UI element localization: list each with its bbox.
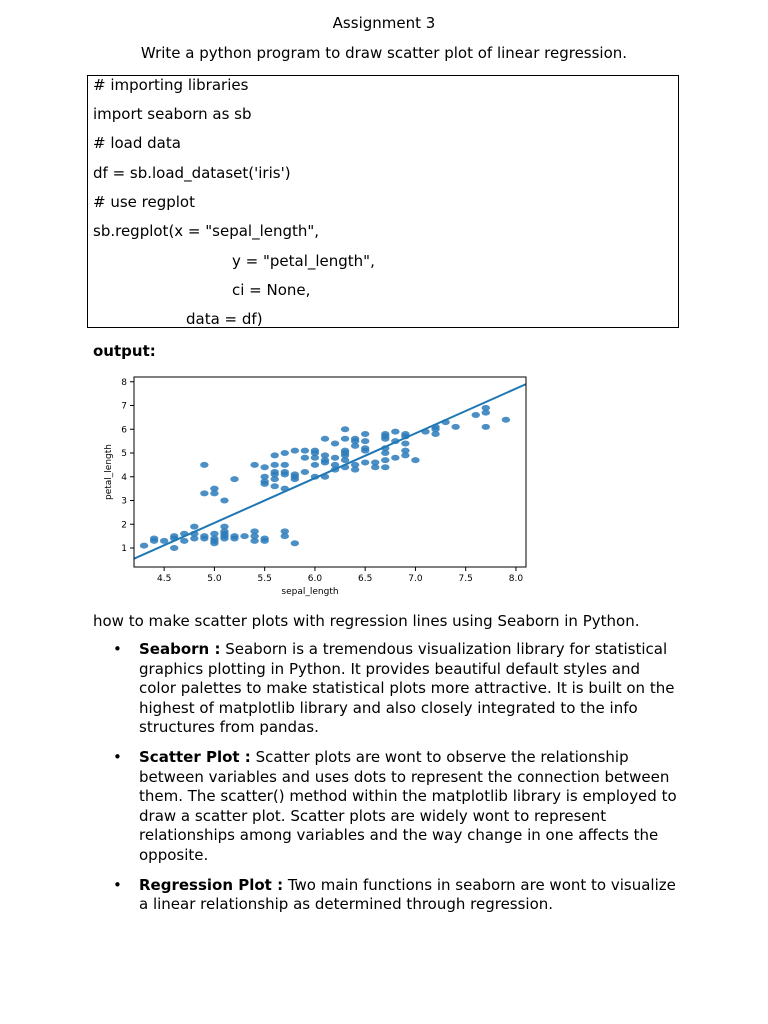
- code-line: # use regplot: [93, 193, 195, 211]
- scatter-point: [331, 455, 339, 461]
- code-line: import seaborn as sb: [93, 105, 252, 123]
- x-tick-label: 4.5: [156, 574, 172, 584]
- scatter-point: [341, 426, 349, 432]
- x-tick-label: 7.5: [458, 574, 473, 584]
- question-text: Write a python program to draw scatter plot of linear regression.: [140, 44, 628, 62]
- scatter-point: [482, 424, 490, 430]
- bullet-marker: •: [113, 747, 122, 766]
- scatter-point: [311, 462, 319, 468]
- scatter-point: [291, 471, 299, 477]
- code-line: ci = None,: [232, 281, 311, 299]
- scatter-point: [391, 455, 399, 461]
- y-axis-label: petal_length: [104, 444, 114, 500]
- scatter-point: [482, 405, 490, 411]
- scatter-point: [250, 462, 258, 468]
- scatter-point: [250, 528, 258, 534]
- scatter-point: [230, 533, 238, 539]
- scatter-point: [281, 462, 289, 468]
- scatter-point: [210, 531, 218, 537]
- scatter-point: [351, 436, 359, 442]
- x-tick-label: 5.5: [257, 574, 272, 584]
- scatter-point: [341, 450, 349, 456]
- scatter-point: [331, 441, 339, 447]
- scatter-point: [321, 452, 329, 458]
- list-item: [108, 640, 678, 738]
- scatter-point: [200, 490, 208, 496]
- scatter-point: [361, 431, 369, 437]
- scatter-point: [220, 524, 228, 530]
- scatter-point: [371, 460, 379, 466]
- scatter-point: [180, 538, 188, 544]
- scatter-point: [190, 524, 198, 530]
- scatter-point: [411, 457, 419, 463]
- scatter-point: [240, 533, 248, 539]
- bullet-text: Seaborn is a tremendous visualization library for statistical graphics plotting in Python. It provides beautiful default styles and color palettes to make statistical plots more attractive. It is built on the highest of matplotlib library and also closely integrated to the info structures from pandas.: [139, 640, 675, 737]
- scatter-point: [311, 450, 319, 456]
- scatter-point: [170, 533, 178, 539]
- scatter-point: [260, 536, 268, 542]
- scatter-point: [281, 469, 289, 475]
- bullet-marker: •: [113, 875, 122, 894]
- bullet-term: Seaborn :: [139, 640, 221, 658]
- scatter-point: [210, 538, 218, 544]
- scatter-point: [210, 490, 218, 496]
- scatter-point: [281, 450, 289, 456]
- scatter-point: [301, 455, 309, 461]
- scatter-point: [260, 464, 268, 470]
- scatter-point: [301, 469, 309, 475]
- scatter-point: [472, 412, 480, 418]
- scatter-point: [220, 498, 228, 504]
- x-tick-label: 6.5: [358, 574, 373, 584]
- regression-line: [134, 384, 526, 559]
- scatter-point: [341, 436, 349, 442]
- code-line: df = sb.load_dataset('iris'): [93, 164, 291, 182]
- scatter-point: [291, 540, 299, 546]
- scatter-point: [361, 445, 369, 451]
- scatter-point: [381, 457, 389, 463]
- x-tick-label: 6.0: [307, 574, 323, 584]
- scatter-point: [170, 545, 178, 551]
- code-line: data = df): [186, 310, 263, 328]
- scatter-point: [150, 536, 158, 542]
- y-tick-label: 7: [121, 401, 127, 412]
- x-tick-label: 7.0: [408, 574, 423, 584]
- y-tick-label: 2: [121, 520, 127, 531]
- scatter-point: [391, 429, 399, 435]
- scatter-point: [321, 436, 329, 442]
- scatter-point: [361, 460, 369, 466]
- scatter-plot-chart: [96, 370, 536, 602]
- scatter-point: [271, 483, 279, 489]
- page-title: Assignment 3: [332, 14, 436, 32]
- x-tick-label: 5.0: [207, 574, 222, 584]
- scatter-point: [381, 433, 389, 439]
- scatter-point: [140, 543, 148, 549]
- y-tick-label: 8: [121, 377, 127, 388]
- bullet-list: [108, 640, 678, 925]
- intro-text: how to make scatter plots with regression lines using Seaborn in Python.: [93, 612, 640, 630]
- scatter-point: [271, 469, 279, 475]
- code-line: # importing libraries: [93, 76, 249, 94]
- y-tick-label: 3: [121, 496, 127, 507]
- scatter-point: [291, 448, 299, 454]
- scatter-point: [281, 528, 289, 534]
- x-tick-label: 8.0: [508, 574, 524, 584]
- x-axis-label: sepal_length: [281, 587, 339, 597]
- y-tick-label: 6: [121, 425, 127, 436]
- y-tick-label: 1: [121, 544, 127, 554]
- scatter-point: [451, 424, 459, 430]
- scatter-point: [502, 417, 510, 423]
- scatter-point: [200, 533, 208, 539]
- scatter-point: [260, 479, 268, 485]
- code-line: sb.regplot(x = "sepal_length",: [93, 222, 320, 240]
- list-item: [108, 748, 678, 866]
- scatter-point: [200, 462, 208, 468]
- code-line: # load data: [93, 134, 181, 152]
- bullet-text: Scatter plots are wont to observe the relationship between variables and uses dots to represent the connection between them. The scatter() method within the matplotlib library is employed to draw a scatter plot. Scatter plots are widely wont to represent relationships among variables and the way change in one affects the opposite.: [139, 747, 677, 864]
- scatter-point: [271, 452, 279, 458]
- code-box: [87, 75, 679, 328]
- y-tick-label: 4: [121, 472, 127, 483]
- bullet-text: Two main functions in seaborn are wont to visualize a linear relationship as determined through regression.: [139, 875, 676, 914]
- scatter-point: [381, 464, 389, 470]
- list-item: [108, 876, 678, 915]
- bullet-term: Regression Plot :: [139, 875, 284, 894]
- scatter-point: [301, 448, 309, 454]
- scatter-point: [271, 462, 279, 468]
- code-line: y = "petal_length",: [232, 252, 375, 270]
- y-tick-label: 5: [121, 449, 127, 459]
- scatter-point: [361, 438, 369, 444]
- scatter-point: [401, 441, 409, 447]
- scatter-point: [401, 448, 409, 454]
- scatter-point: [351, 462, 359, 468]
- bullet-marker: •: [113, 640, 122, 658]
- bullet-term: Scatter Plot :: [139, 747, 251, 766]
- scatter-point: [230, 476, 238, 482]
- output-label: output:: [93, 342, 156, 360]
